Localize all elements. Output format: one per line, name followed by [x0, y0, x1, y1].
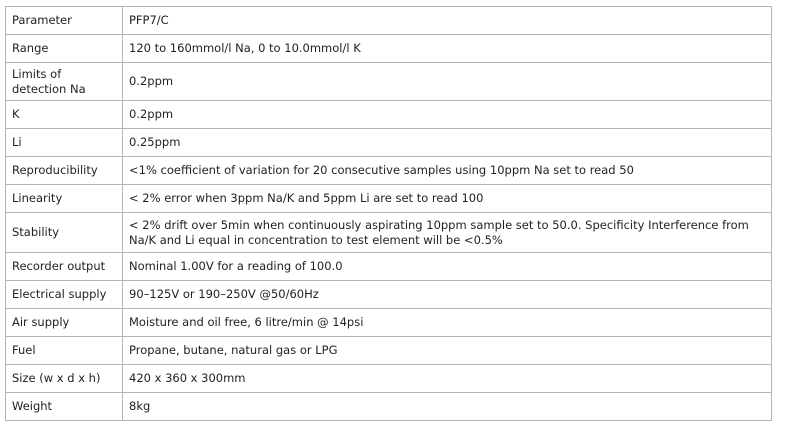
- row-value: 0.25ppm: [123, 129, 772, 157]
- row-label: Reproducibility: [6, 157, 123, 185]
- row-value: Nominal 1.00V for a reading of 100.0: [123, 253, 772, 281]
- row-label: Parameter: [6, 7, 123, 35]
- row-label: Electrical supply: [6, 281, 123, 309]
- row-label: Limits of detection Na: [6, 63, 123, 101]
- table-row: [6, 337, 772, 365]
- row-label: Fuel: [6, 337, 123, 365]
- row-label: Stability: [6, 213, 123, 253]
- row-value: Moisture and oil free, 6 litre/min @ 14psi: [123, 309, 772, 337]
- row-value: 420 x 360 x 300mm: [123, 365, 772, 393]
- row-value: 0.2ppm: [123, 101, 772, 129]
- row-label: Size (w x d x h): [6, 365, 123, 393]
- row-label: Weight: [6, 393, 123, 421]
- row-label: K: [6, 101, 123, 129]
- row-value: Propane, butane, natural gas or LPG: [123, 337, 772, 365]
- table-row: [6, 7, 772, 35]
- table-row: [6, 309, 772, 337]
- row-value: < 2% drift over 5min when continuously aspirating 10ppm sample set to 50.0. Specificity Interference from Na/K and Li equal in concentration to test element will be <0.5%: [123, 213, 772, 253]
- table-row: [6, 101, 772, 129]
- row-value: PFP7/C: [123, 7, 772, 35]
- row-value: 8kg: [123, 393, 772, 421]
- row-value: 0.2ppm: [123, 63, 772, 101]
- row-value: 90–125V or 190–250V @50/60Hz: [123, 281, 772, 309]
- row-label: Linearity: [6, 185, 123, 213]
- table-row: [6, 281, 772, 309]
- row-label: Range: [6, 35, 123, 63]
- table-row: [6, 213, 772, 253]
- row-value: < 2% error when 3ppm Na/K and 5ppm Li are set to read 100: [123, 185, 772, 213]
- row-label: Recorder output: [6, 253, 123, 281]
- row-label: Air supply: [6, 309, 123, 337]
- table-row: [6, 365, 772, 393]
- table-row: [6, 253, 772, 281]
- table-row: [6, 157, 772, 185]
- row-value: <1% coefficient of variation for 20 consecutive samples using 10ppm Na set to read 50: [123, 157, 772, 185]
- table-row: [6, 63, 772, 101]
- table-row: [6, 129, 772, 157]
- row-value: 120 to 160mmol/l Na, 0 to 10.0mmol/l K: [123, 35, 772, 63]
- specification-table: [5, 6, 772, 421]
- row-label: Li: [6, 129, 123, 157]
- table-row: [6, 185, 772, 213]
- table-row: [6, 393, 772, 421]
- table-row: [6, 35, 772, 63]
